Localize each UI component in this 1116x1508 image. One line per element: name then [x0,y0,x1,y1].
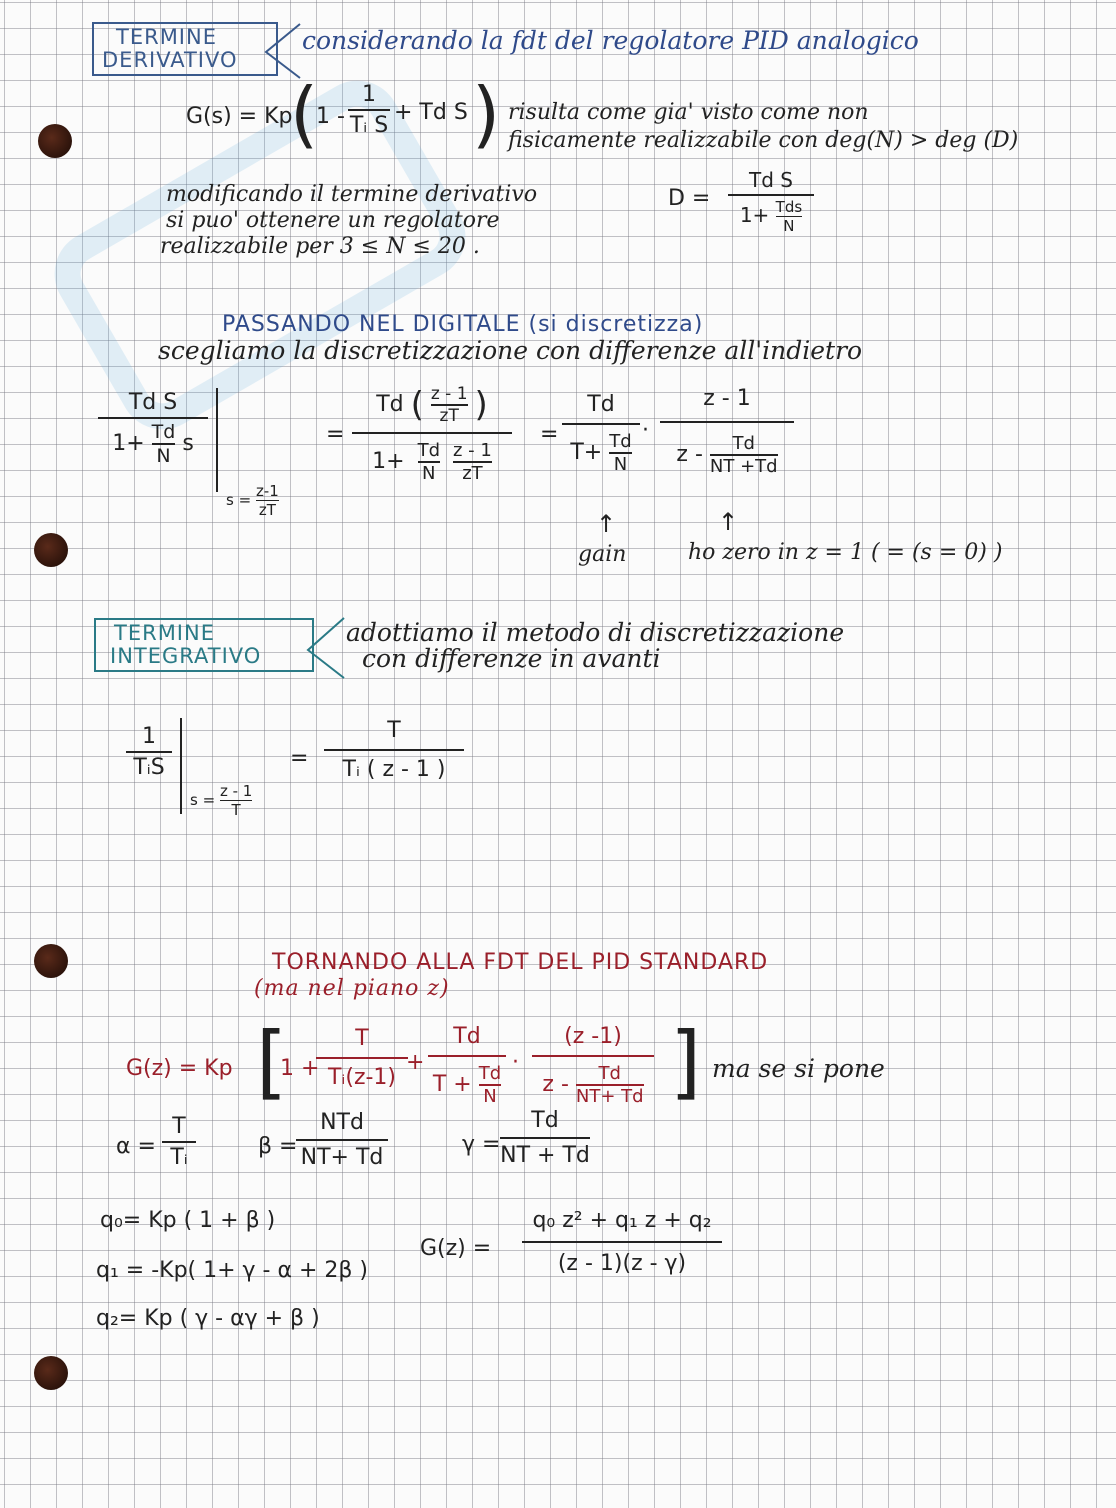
sub-numerator: Td [151,421,176,443]
intro-text: considerando la fdt del regolatore PID analogico [302,26,919,55]
section-heading: PASSANDO NEL DIGITALE (si discretizza) [222,312,704,337]
fraction-bar [98,417,208,419]
equals-sign: = [290,746,309,771]
denominator: Tᵢ [170,1145,188,1170]
bracket-open: [ [256,1015,288,1108]
sub-denominator: NT+ Td [575,1086,644,1107]
integral-rhs-fraction [324,718,464,782]
equals-sign: = [540,422,559,447]
D-lhs: D = [668,186,711,211]
den-term: 1+ [112,431,145,456]
denominator [98,421,208,467]
zero-fraction [660,386,794,477]
sub-numerator: z-1 [255,482,279,500]
numerator: Td S [749,168,793,192]
numerator: (z -1) [564,1024,622,1049]
alpha-fraction [162,1114,196,1170]
numerator: Td [587,392,615,417]
note-line: risulta come gia' visto come non [508,100,869,125]
formula-plus-term: + Td S [394,100,468,125]
term3-fraction [532,1024,654,1107]
tag-termine-derivativo [92,22,278,76]
sub-numerator: z - 1 [430,384,468,404]
mod-line: realizzabile per 3 ≤ N ≤ 20 . [160,234,480,259]
D-fraction [728,168,814,235]
numerator: Td ( $\frac{z - 1}{zT}$ ) [376,384,488,426]
sub-denominator: zT [258,501,276,519]
sub-numerator: Td [417,440,440,461]
sub-numerator: Td [478,1063,502,1084]
lhs-fraction [98,390,208,467]
binder-hole [34,533,68,567]
method-text: adottiamo il metodo di discretizzazione [346,618,845,647]
sub-numerator: Td [609,431,632,452]
denominator: Tᵢ(z-1) [327,1065,397,1090]
fraction-bar [660,421,794,423]
denominator: (z - 1)(z - γ) [557,1251,687,1276]
denominator: Tᵢ ( z - 1 ) [342,757,446,782]
denominator: NT+ Td [300,1145,384,1170]
plus-sign: + [406,1050,425,1075]
numerator: 1 [362,82,376,107]
gain-label: gain [578,542,627,567]
tag-line: TERMINE [116,25,217,49]
subst-s: s = [226,491,252,509]
fraction-bar [324,749,464,751]
sub-denominator: T [231,801,241,819]
sub-denominator: N [483,1086,497,1107]
section-subheading: scegliamo la discretizzazione con differenze all'indietro [158,336,863,365]
arrow-up-icon: ↑ [596,510,617,538]
fraction-bar [162,1141,196,1143]
evaluation-bar [180,718,182,814]
tag-termine-integrativo [94,618,314,672]
zero-label: ho zero in z = 1 ( = (s = 0) ) [688,540,1003,565]
den-term: 1+ [372,449,405,474]
subst-label [226,482,279,519]
fraction-bar [500,1137,590,1139]
gain-fraction [562,392,640,475]
numerator: Td [453,1024,481,1049]
subst-s: s = [190,791,216,809]
sub-numerator: Td [710,433,778,456]
fraction-bar [126,751,172,753]
denominator [352,440,512,484]
tag-line: TERMINE [114,621,215,645]
numerator: q₀ z² + q₁ z + q₂ [532,1208,712,1233]
formula-fraction [348,82,390,138]
numerator: T [387,718,401,743]
dot-operator: · [642,418,649,443]
fraction-bar [316,1057,408,1059]
subst-label [190,782,252,819]
fraction-bar [296,1139,388,1141]
fraction-bar [348,109,390,111]
sub-denominator: N [422,463,436,484]
binder-hole [34,944,68,978]
method-text: con differenze in avanti [362,644,661,673]
se-pone-text: ma se si pone [712,1054,885,1083]
arrow-up-icon: ↑ [718,508,739,536]
tag-line: INTEGRATIVO [110,644,262,668]
section-heading: (ma nel piano z) [254,976,450,1001]
one-plus: 1 + [280,1056,320,1081]
sub-numerator: z - 1 [219,782,253,800]
beta-lhs: β = [258,1134,298,1159]
binder-hole [34,1356,68,1390]
denominator: TᵢS [133,755,165,780]
paren-close: ) [472,72,501,156]
mod-line: modificando il termine derivativo [166,182,538,207]
numerator: z - 1 [703,386,751,411]
gamma-lhs: γ = [462,1132,501,1157]
tag-line: DERIVATIVO [102,48,238,72]
paren-open: ( [290,72,319,156]
q1-equation: q₁ = -Kp( 1+ γ - α + 2β ) [96,1258,369,1283]
bracket-close: ] [670,1015,702,1108]
term1-fraction [316,1026,408,1090]
formula-one: 1 - [316,104,345,129]
denominator [532,1063,654,1107]
denominator [562,431,640,475]
sub-denominator: N [156,445,171,467]
den-term: z - [676,442,703,467]
sub-numerator: Td [576,1063,644,1086]
chevron-pointer [304,616,348,680]
numerator: Td [531,1108,559,1133]
sub-denominator: NT +Td [709,456,778,477]
middle-fraction [352,384,512,484]
final-Gz-fraction [522,1208,722,1276]
denominator: NT + Td [500,1143,590,1168]
fraction-bar [728,194,814,196]
sub-denominator: N [613,454,628,475]
q2-equation: q₂= Kp ( γ - αγ + β ) [96,1306,320,1331]
numerator: T [172,1114,186,1139]
mod-line: si puo' ottenere un regolatore [166,208,500,233]
evaluation-bar [216,388,218,492]
fraction-bar [562,423,640,425]
numerator: Td S [128,390,178,415]
numerator: 1 [142,724,156,749]
sub-denominator: zT [462,463,483,484]
den-term: z - [542,1072,569,1097]
numerator: T [355,1026,369,1051]
beta-fraction [296,1110,388,1170]
Gz-lhs: G(z) = Kp [126,1056,233,1081]
den-term: T + [432,1072,472,1097]
q0-equation: q₀= Kp ( 1 + β ) [100,1208,276,1233]
sub-numerator: Tds [775,198,803,216]
sub-denominator: zT [439,406,459,426]
gamma-fraction [500,1108,590,1168]
fraction-bar [532,1055,654,1057]
integral-lhs-fraction [126,724,172,780]
dot-operator: · [512,1050,519,1075]
denominator [728,198,814,235]
final-Gz-lhs: G(z) = [420,1236,492,1261]
fraction-bar [352,432,512,434]
den-term: s [182,431,194,456]
fraction-bar [428,1055,506,1057]
equals-sign: = [326,422,345,447]
alpha-lhs: α = [116,1134,156,1159]
fraction-bar [522,1241,722,1243]
formula-lhs: G(s) = Kp [186,104,293,129]
term2-fraction [428,1024,506,1107]
sub-numerator: z - 1 [453,440,492,461]
binder-hole [38,124,72,158]
section-heading: TORNANDO ALLA FDT DEL PID STANDARD [272,950,769,975]
note-line: fisicamente realizzabile con deg(N) > deg (D) [508,128,1019,153]
denominator: Tᵢ S [349,113,389,138]
num-term: Td [376,392,404,417]
sub-denominator: N [783,217,795,235]
denominator [660,433,794,477]
numerator: NTd [320,1110,364,1135]
den-term: 1+ [739,203,770,227]
den-term: T+ [570,440,603,465]
denominator [428,1063,506,1107]
